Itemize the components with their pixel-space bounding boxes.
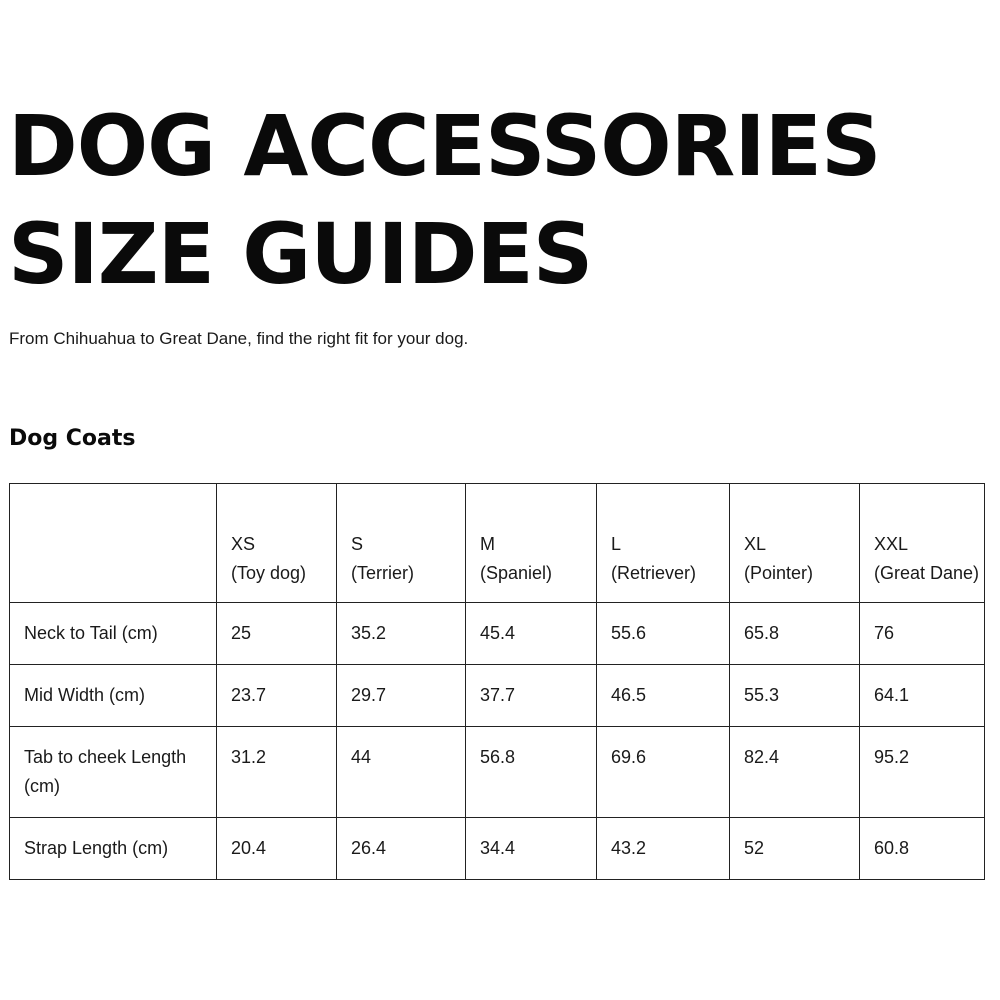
column-header-m [466,484,597,603]
size-description: (Pointer) [744,563,814,583]
size-description: (Retriever) [611,563,697,583]
table-cell: 65.8 [730,603,860,665]
table-cell: 31.2 [217,727,337,818]
table-cell: 45.4 [466,603,597,665]
size-description: (Toy dog) [231,563,307,583]
column-header-s [337,484,466,603]
table-cell: 76 [860,603,985,665]
page-title-line-1: DOG ACCESSORIES [8,97,881,195]
table-cell: 64.1 [860,665,985,727]
table-cell: 55.6 [597,603,730,665]
size-code: XL [744,534,767,554]
table-cell: 35.2 [337,603,466,665]
size-code: XXL [874,534,909,554]
table-corner-cell [10,484,217,603]
size-description: (Spaniel) [480,563,553,583]
size-code: L [611,534,622,554]
table-cell: 34.4 [466,818,597,880]
size-code: S [351,534,364,554]
table-cell: 46.5 [597,665,730,727]
row-label: Tab to cheek Length (cm) [10,727,217,818]
table-cell: 43.2 [597,818,730,880]
row-label: Strap Length (cm) [10,818,217,880]
table-cell: 82.4 [730,727,860,818]
size-code: XS [231,534,256,554]
table-row-neck-to-tail [10,603,985,665]
table-header-row [10,484,985,603]
size-description: (Great Dane) [874,563,980,583]
column-header-xl [730,484,860,603]
size-code: M [480,534,495,554]
section-heading-dog-coats: Dog Coats [9,426,136,451]
column-header-xxl [860,484,985,603]
table-cell: 56.8 [466,727,597,818]
page-title-line-2: SIZE GUIDES [8,205,593,303]
table-cell: 95.2 [860,727,985,818]
page-subtitle: From Chihuahua to Great Dane, find the right fit for your dog. [9,329,469,348]
column-header-l [597,484,730,603]
table-cell: 44 [337,727,466,818]
table-cell: 69.6 [597,727,730,818]
column-header-xs [217,484,337,603]
table-cell: 23.7 [217,665,337,727]
size-description: (Terrier) [351,563,414,583]
table-cell: 52 [730,818,860,880]
page-title [8,92,880,308]
table-cell: 37.7 [466,665,597,727]
size-guide-table [9,483,985,880]
row-label: Neck to Tail (cm) [10,603,217,665]
table-cell: 25 [217,603,337,665]
table-cell: 60.8 [860,818,985,880]
table-cell: 55.3 [730,665,860,727]
table-row-mid-width [10,665,985,727]
table-row-tab-to-cheek-length [10,727,985,818]
table-cell: 29.7 [337,665,466,727]
table-cell: 26.4 [337,818,466,880]
row-label: Mid Width (cm) [10,665,217,727]
table-cell: 20.4 [217,818,337,880]
table-row-strap-length [10,818,985,880]
